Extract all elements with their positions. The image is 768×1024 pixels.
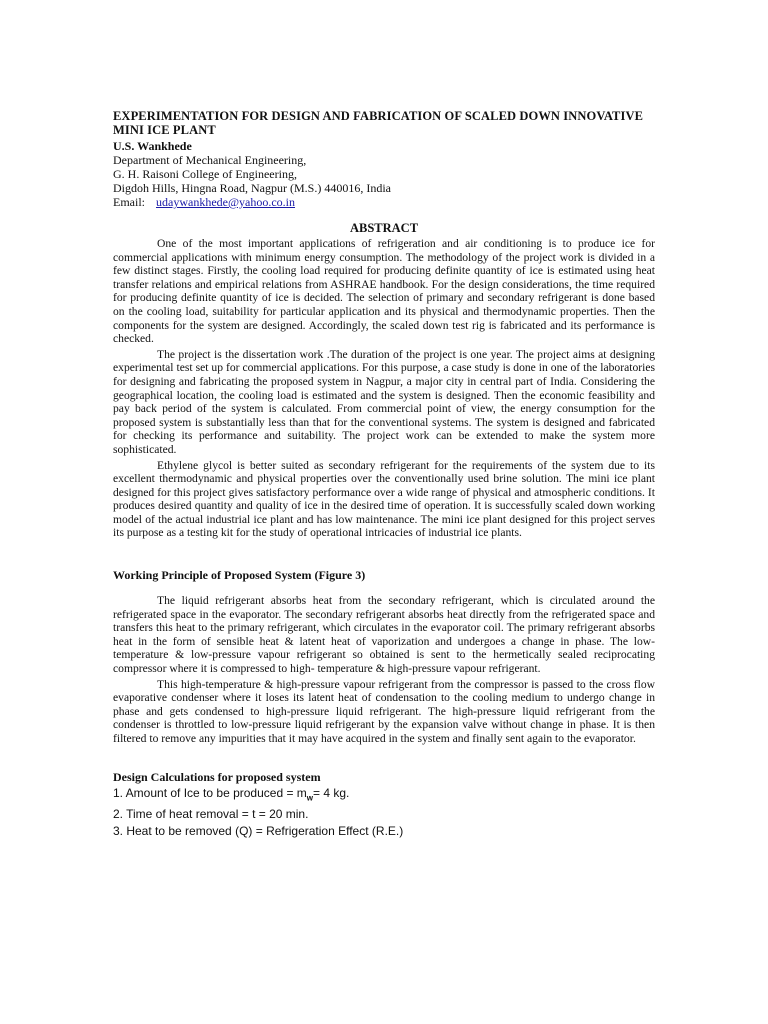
paper-title: EXPERIMENTATION FOR DESIGN AND FABRICATION OF SCALED DOWN INNOVATIVE MINI ICE PLANT [113,109,644,137]
affiliation-line: Department of Mechanical Engineering, [113,153,307,167]
abstract-paragraph: Ethylene glycol is better suited as secondary refrigerant for the requirements of the system due to its excellent thermodynamic and physical properties over the conventionally used brine solution. The mini ice plant designed for this project gives satisfactory performance over a wide range of physical and atmospheric conditions. It produces desired quantity and quality of ice in the desired time of operation. It is successfully scaled down working model of the actual industrial ice plant and has low maintenance. The mini ice plant designed for this project serves its purpose as a testing kit for the study of operational intricacies of industrial ice plants. [113,458,655,540]
abstract-heading: ABSTRACT [349,221,419,235]
calc-item [113,785,655,806]
email-link[interactable]: udaywankhede@yahoo.co.in [156,195,296,209]
calc-item: 2. Time of heat removal = t = 20 min. [113,806,309,821]
calc-item-text: 1. Amount of Ice to be produced = m [113,785,307,800]
affiliation-line: G. H. Raisoni College of Engineering, [113,167,297,181]
calc-item-subscript: w [306,792,314,802]
paper-content [113,109,655,840]
affiliation-line: Digdoh Hills, Hingna Road, Nagpur (M.S.) 440016, India [113,181,391,195]
calc-item: 3. Heat to be removed (Q) = Refrigeration Effect (R.E.) [113,823,404,838]
body-paragraph: This high-temperature & high-pressure vapour refrigerant from the compressor is passed to the cross flow evaporative condenser where it loses its latent heat of condensation to the cooling medium to undergo change in phase and gets condensed to high-pressure liquid refrigerant. The high-pressure liquid refrigerant from the condenser is throttled to low-pressure liquid refrigerant by the expansion valve without change in phase. It is then filtered to remove any impurities that it may have acquired in the system and finally sent again to the evaporator. [113,677,655,745]
abstract-paragraph: The project is the dissertation work .The duration of the project is one year. The project aims at designing experimental test set up for commercial applications. For this purpose, a case study is done in one of the laboratories for designing and fabricating the proposed system in Nagpur, a major city in central part of India. Considering the geographical location, the cooling load is estimated and the system is designed. Then the economic feasibility and pay back period of the system is calculated. From commercial point of view, the energy consumption for the proposed system is substantially less than that for the conventional systems. The system is designed and fabricated for checking its performance and suitability. The project work can be extended to make the system more sophisticated. [113,347,655,456]
email-label: Email: [113,195,145,209]
calc-item-text: = 4 kg. [313,785,350,800]
section-heading-working-principle: Working Principle of Proposed System (Figure 3) [113,568,366,583]
abstract-paragraph: One of the most important applications of refrigeration and air conditioning is to produce ice for commercial applications with minimum energy consumption. The methodology of the project work is divided in a few distinct stages. Firstly, the cooling load required for producing definite quantity of ice is estimated using heat transfer relations and empirical relations from ASHRAE handbook. For the design considerations, the time required for producing definite quantity of ice is decided. The selection of primary and secondary refrigerant is done based on the cooling load, suitability for particular application and its physical and thermodynamic properties. Then the components for the system are designed. Accordingly, the scaled down test rig is fabricated and its performance is checked. [113,237,655,346]
email-line [113,195,655,209]
body-paragraph: The liquid refrigerant absorbs heat from the secondary refrigerant, which is circulated around the refrigerated space in the evaporator. The secondary refrigerant absorbs heat directly from the refrigerated space and transfers this heat to the primary refrigerant, which circulates in the evaporator coil. The primary refrigerant absorbs heat in the form of sensible heat & latent heat of vaporization and undergoes a change in phase. The low- temperature & low-pressure vapour refrigerant so obtained is sent to the hermetically sealed reciprocating compressor where it is compressed to high- temperature & high-pressure vapour refrigerant. [113,594,655,676]
section-heading-design-calculations: Design Calculations for proposed system [113,769,321,784]
author-name: U.S. Wankhede [113,139,192,153]
